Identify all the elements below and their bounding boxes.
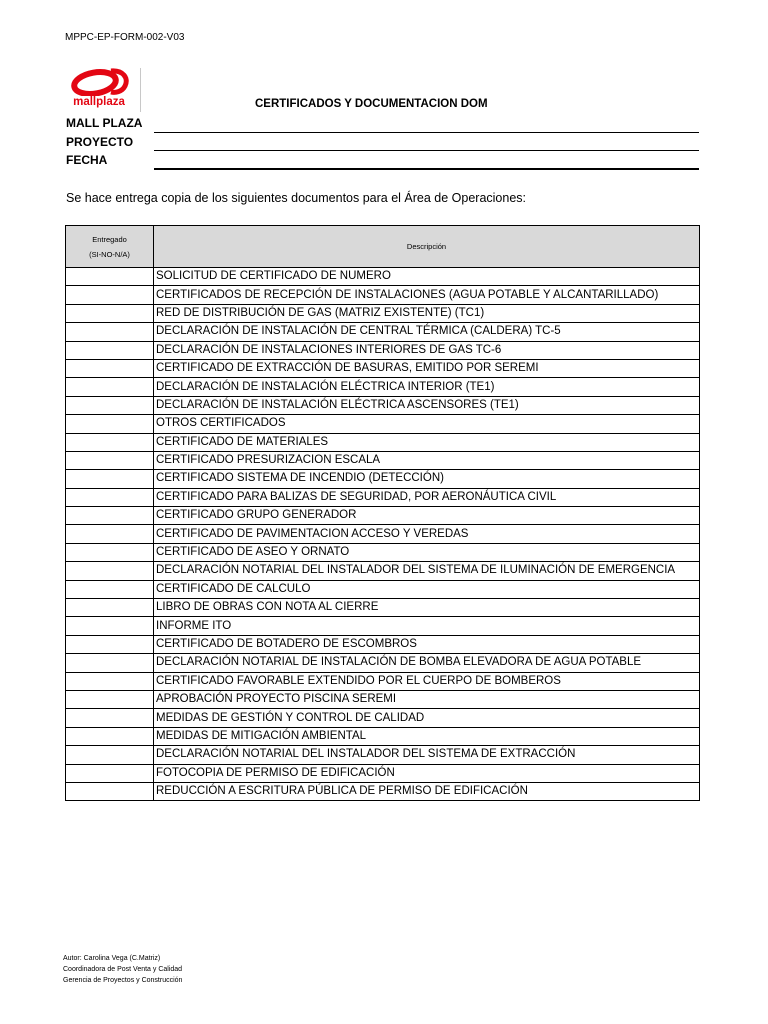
form-title: CERTIFICADOS Y DOCUMENTACION DOM bbox=[255, 98, 488, 110]
description-cell: CERTIFICADO DE BOTADERO DE ESCOMBROS bbox=[154, 635, 700, 653]
entregado-cell[interactable] bbox=[66, 580, 154, 598]
description-cell: DECLARACIÓN NOTARIAL DE INSTALACIÓN DE BOMBA ELEVADORA DE AGUA POTABLE bbox=[154, 654, 700, 672]
entregado-cell[interactable] bbox=[66, 727, 154, 745]
date-field[interactable] bbox=[154, 168, 699, 170]
table-row bbox=[66, 323, 700, 341]
description-cell: CERTIFICADO DE CALCULO bbox=[154, 580, 700, 598]
entregado-cell[interactable] bbox=[66, 635, 154, 653]
mallplaza-logo-icon bbox=[71, 68, 131, 96]
description-cell: DECLARACIÓN NOTARIAL DEL INSTALADOR DEL SISTEMA DE EXTRACCIÓN bbox=[154, 746, 700, 764]
table-header-row bbox=[66, 226, 700, 268]
entregado-cell[interactable] bbox=[66, 323, 154, 341]
description-cell: SOLICITUD DE CERTIFICADO DE NUMERO bbox=[154, 268, 700, 286]
table-row bbox=[66, 690, 700, 708]
description-cell: CERTIFICADO DE MATERIALES bbox=[154, 433, 700, 451]
header-descripcion: Descripción bbox=[154, 226, 700, 268]
description-cell: RED DE DISTRIBUCIÓN DE GAS (MATRIZ EXISTENTE) (TC1) bbox=[154, 304, 700, 322]
entregado-cell[interactable] bbox=[66, 378, 154, 396]
entregado-cell[interactable] bbox=[66, 359, 154, 377]
entregado-cell[interactable] bbox=[66, 764, 154, 782]
entregado-cell[interactable] bbox=[66, 268, 154, 286]
table-row bbox=[66, 451, 700, 469]
description-cell: APROBACIÓN PROYECTO PISCINA SEREMI bbox=[154, 690, 700, 708]
mall-plaza-field[interactable] bbox=[154, 132, 699, 133]
form-code: MPPC-EP-FORM-002-V03 bbox=[65, 32, 185, 43]
entregado-cell[interactable] bbox=[66, 746, 154, 764]
description-cell: OTROS CERTIFICADOS bbox=[154, 415, 700, 433]
entregado-cell[interactable] bbox=[66, 654, 154, 672]
description-cell: MEDIDAS DE MITIGACIÓN AMBIENTAL bbox=[154, 727, 700, 745]
entregado-cell[interactable] bbox=[66, 525, 154, 543]
description-cell: INFORME ITO bbox=[154, 617, 700, 635]
description-cell: FOTOCOPIA DE PERMISO DE EDIFICACIÓN bbox=[154, 764, 700, 782]
footer-author: Autor: Carolina Vega (C.Matriz) bbox=[63, 955, 161, 962]
entregado-cell[interactable] bbox=[66, 396, 154, 414]
footer-department: Gerencia de Proyectos y Construcción bbox=[63, 977, 183, 984]
entregado-cell[interactable] bbox=[66, 341, 154, 359]
table-body bbox=[66, 268, 700, 801]
table-row bbox=[66, 709, 700, 727]
table-row bbox=[66, 396, 700, 414]
entregado-cell[interactable] bbox=[66, 488, 154, 506]
entregado-cell[interactable] bbox=[66, 709, 154, 727]
table-row bbox=[66, 727, 700, 745]
entregado-cell[interactable] bbox=[66, 451, 154, 469]
entregado-cell[interactable] bbox=[66, 782, 154, 800]
description-cell: CERTIFICADO DE ASEO Y ORNATO bbox=[154, 543, 700, 561]
logo-wordmark: mallplaza bbox=[73, 96, 125, 108]
header-entregado bbox=[66, 226, 154, 268]
description-cell: CERTIFICADO DE EXTRACCIÓN DE BASURAS, EMITIDO POR SEREMI bbox=[154, 359, 700, 377]
table-row bbox=[66, 286, 700, 304]
intro-text: Se hace entrega copia de los siguientes documentos para el Área de Operaciones: bbox=[66, 191, 527, 205]
description-cell: LIBRO DE OBRAS CON NOTA AL CIERRE bbox=[154, 599, 700, 617]
entregado-cell[interactable] bbox=[66, 690, 154, 708]
entregado-cell[interactable] bbox=[66, 470, 154, 488]
table-row bbox=[66, 341, 700, 359]
table-row bbox=[66, 433, 700, 451]
entregado-cell[interactable] bbox=[66, 543, 154, 561]
entregado-cell[interactable] bbox=[66, 599, 154, 617]
mall-plaza-label: MALL PLAZA bbox=[66, 116, 143, 130]
project-label: PROYECTO bbox=[66, 135, 134, 149]
description-cell: MEDIDAS DE GESTIÓN Y CONTROL DE CALIDAD bbox=[154, 709, 700, 727]
entregado-cell[interactable] bbox=[66, 562, 154, 580]
entregado-cell[interactable] bbox=[66, 304, 154, 322]
table-row bbox=[66, 764, 700, 782]
entregado-cell[interactable] bbox=[66, 286, 154, 304]
table-row bbox=[66, 488, 700, 506]
table-row bbox=[66, 599, 700, 617]
logo-divider bbox=[140, 68, 141, 112]
table-row bbox=[66, 415, 700, 433]
description-cell: DECLARACIÓN DE INSTALACIÓN ELÉCTRICA INTERIOR (TE1) bbox=[154, 378, 700, 396]
description-cell: CERTIFICADO PRESURIZACION ESCALA bbox=[154, 451, 700, 469]
table-row bbox=[66, 562, 700, 580]
description-cell: REDUCCIÓN A ESCRITURA PÚBLICA DE PERMISO DE EDIFICACIÓN bbox=[154, 782, 700, 800]
description-cell: CERTIFICADO PARA BALIZAS DE SEGURIDAD, POR AERONÁUTICA CIVIL bbox=[154, 488, 700, 506]
table-row bbox=[66, 268, 700, 286]
footer-role: Coordinadora de Post Venta y Calidad bbox=[63, 966, 183, 973]
table-row bbox=[66, 654, 700, 672]
table-row bbox=[66, 672, 700, 690]
entregado-cell[interactable] bbox=[66, 672, 154, 690]
table-row bbox=[66, 617, 700, 635]
description-cell: DECLARACIÓN DE INSTALACIÓN ELÉCTRICA ASCENSORES (TE1) bbox=[154, 396, 700, 414]
table-row bbox=[66, 470, 700, 488]
header-entregado-options: (SI-NO-N/A) bbox=[89, 249, 130, 259]
entregado-cell[interactable] bbox=[66, 617, 154, 635]
table-row bbox=[66, 525, 700, 543]
description-cell: DECLARACIÓN NOTARIAL DEL INSTALADOR DEL SISTEMA DE ILUMINACIÓN DE EMERGENCIA bbox=[154, 562, 700, 580]
documents-table bbox=[65, 225, 700, 801]
table-row bbox=[66, 580, 700, 598]
description-cell: CERTIFICADO DE PAVIMENTACION ACCESO Y VEREDAS bbox=[154, 525, 700, 543]
table-row bbox=[66, 304, 700, 322]
table-row bbox=[66, 507, 700, 525]
table-row bbox=[66, 635, 700, 653]
date-label: FECHA bbox=[66, 153, 108, 167]
table-row bbox=[66, 543, 700, 561]
header-entregado-title: Entregado bbox=[92, 234, 127, 244]
footer bbox=[63, 953, 182, 986]
mallplaza-logo bbox=[64, 68, 140, 112]
project-field[interactable] bbox=[154, 150, 699, 151]
table-row bbox=[66, 378, 700, 396]
table-row bbox=[66, 746, 700, 764]
description-cell: CERTIFICADOS DE RECEPCIÓN DE INSTALACIONES (AGUA POTABLE Y ALCANTARILLADO) bbox=[154, 286, 700, 304]
table-row bbox=[66, 359, 700, 377]
description-cell: CERTIFICADO GRUPO GENERADOR bbox=[154, 507, 700, 525]
description-cell: DECLARACIÓN DE INSTALACIONES INTERIORES DE GAS TC-6 bbox=[154, 341, 700, 359]
description-cell: CERTIFICADO FAVORABLE EXTENDIDO POR EL CUERPO DE BOMBEROS bbox=[154, 672, 700, 690]
table-row bbox=[66, 782, 700, 800]
entregado-cell[interactable] bbox=[66, 415, 154, 433]
entregado-cell[interactable] bbox=[66, 433, 154, 451]
description-cell: CERTIFICADO SISTEMA DE INCENDIO (DETECCIÓN) bbox=[154, 470, 700, 488]
description-cell: DECLARACIÓN DE INSTALACIÓN DE CENTRAL TÉRMICA (CALDERA) TC-5 bbox=[154, 323, 700, 341]
entregado-cell[interactable] bbox=[66, 507, 154, 525]
